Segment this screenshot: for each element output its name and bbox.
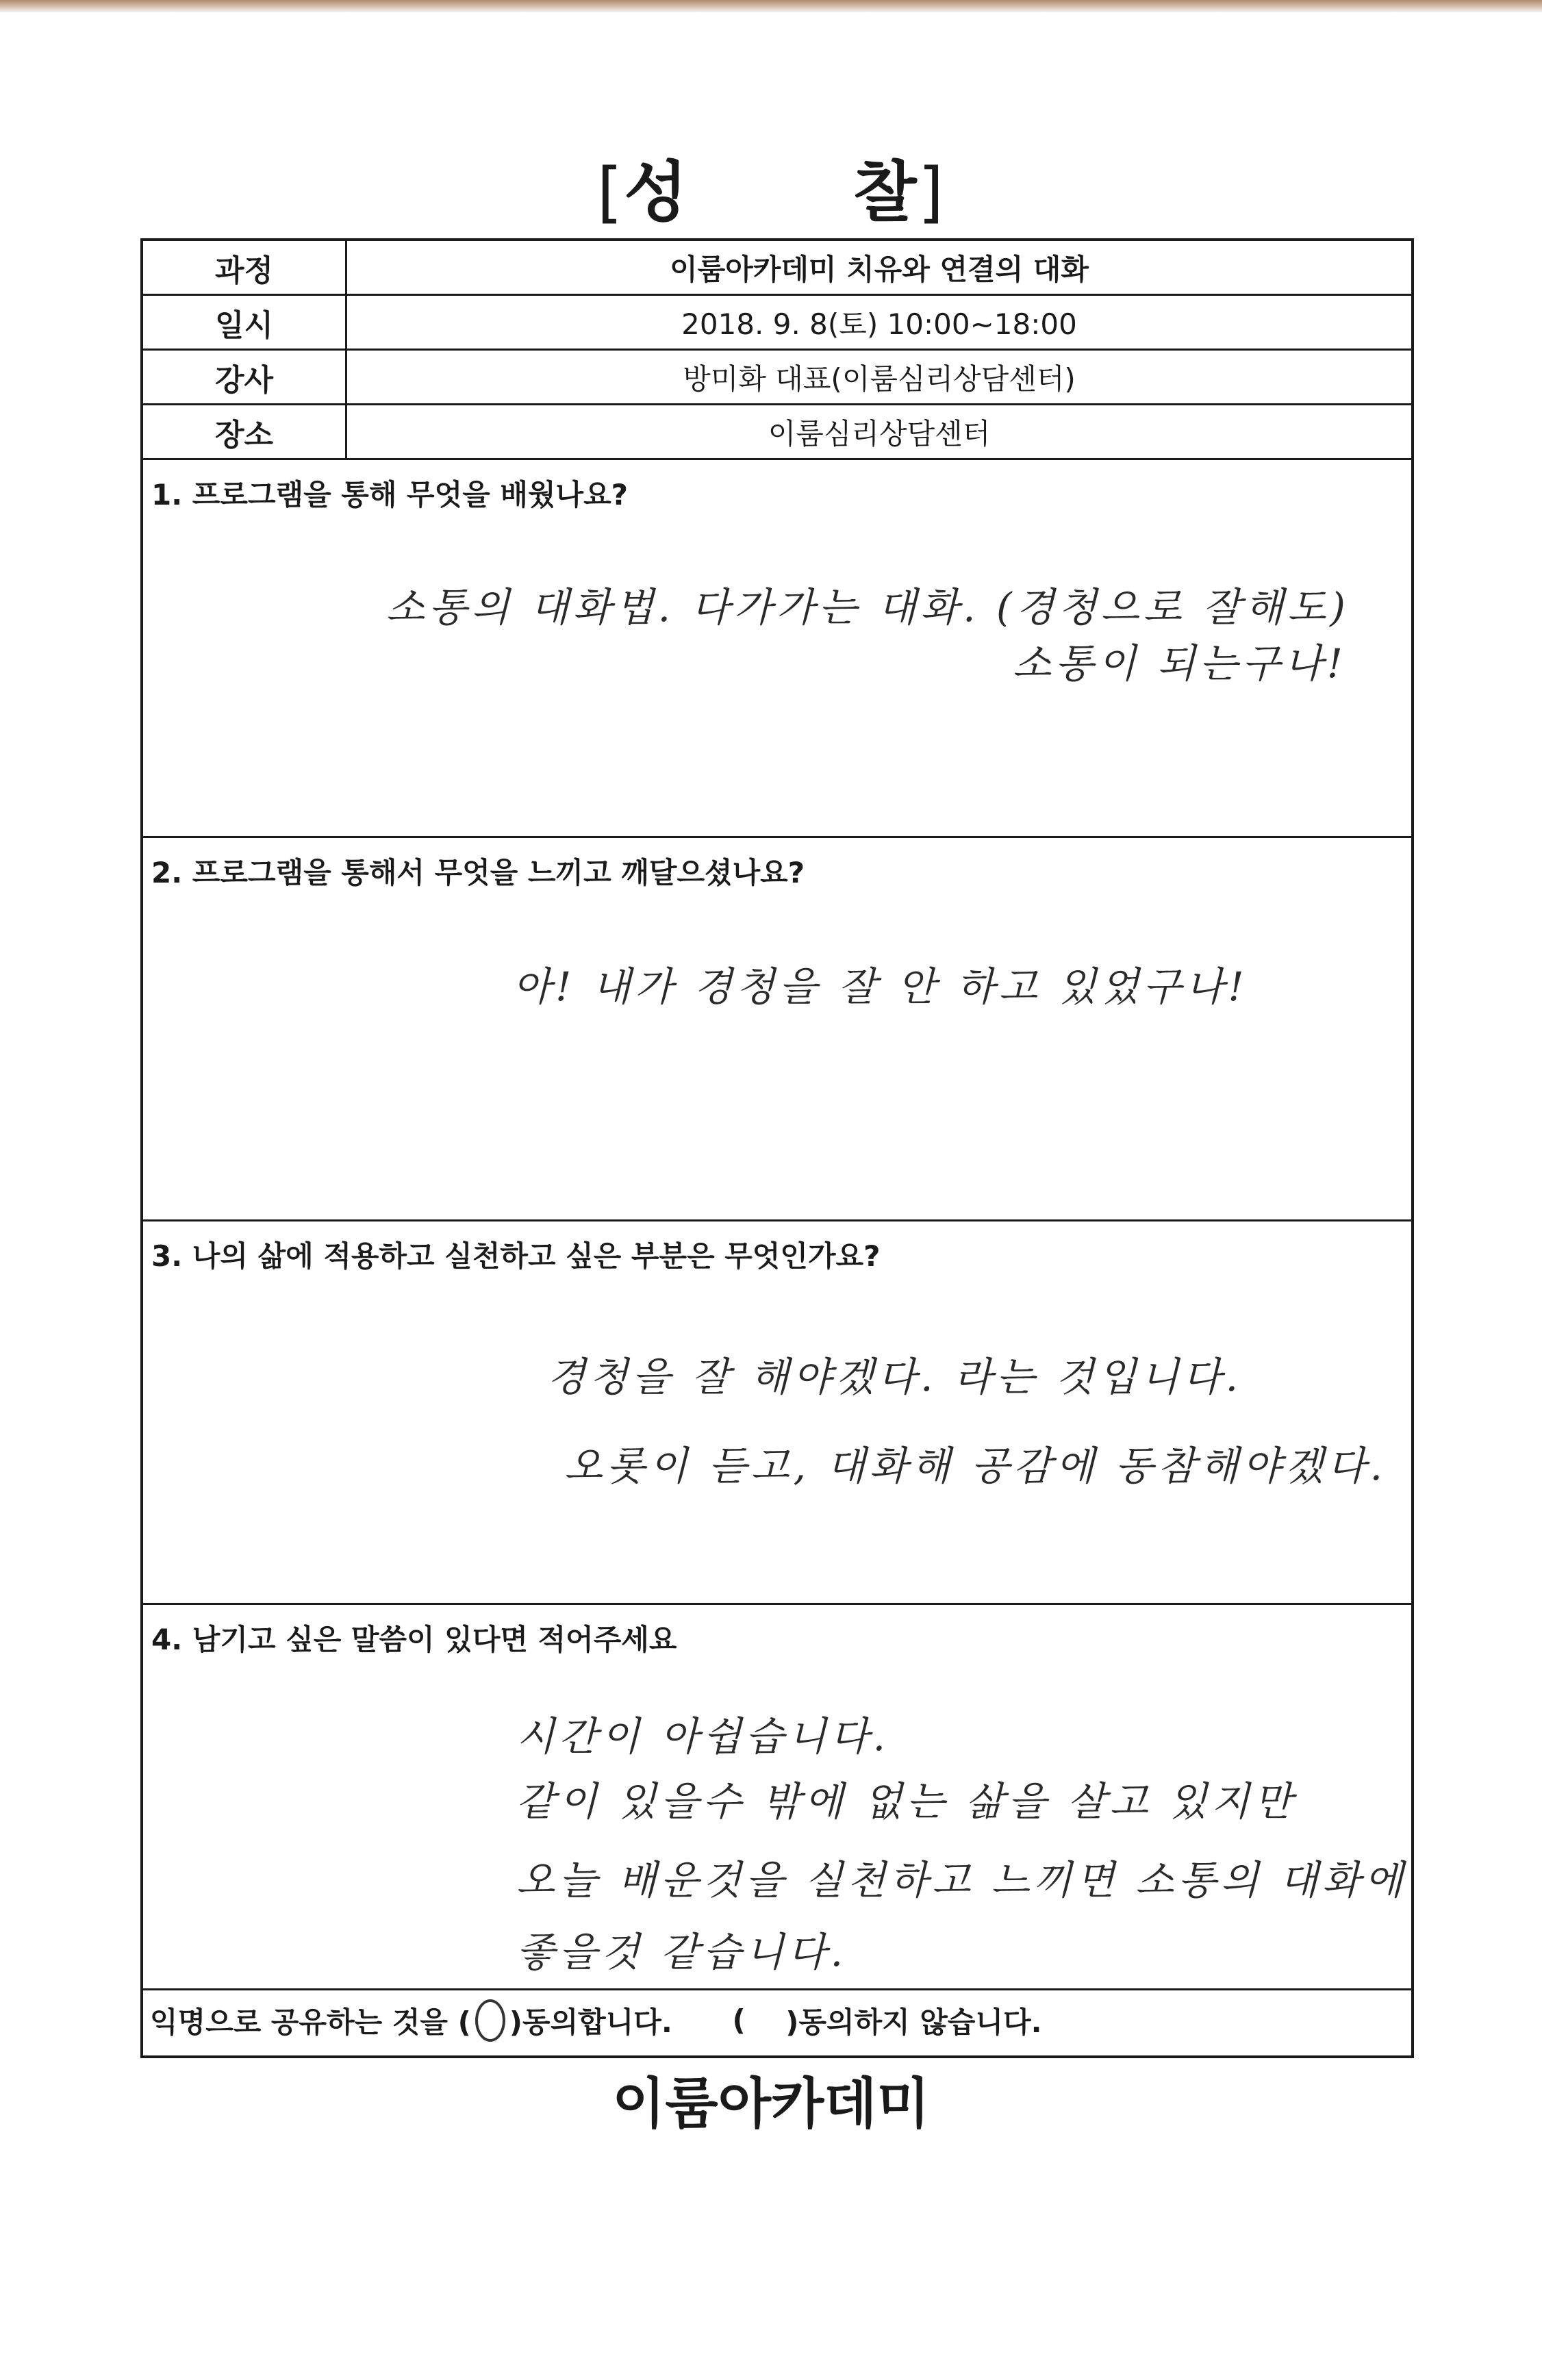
question-label: 3. 나의 삶에 적용하고 실천하고 싶은 부분은 무엇인가요?	[151, 1239, 881, 1273]
footer-organization: 이룸아카데미	[612, 2072, 930, 2136]
question-label: 2. 프로그램을 통해서 무엇을 느끼고 깨달으셨나요?	[151, 856, 805, 889]
paper-edge	[0, 0, 1542, 12]
info-value: 이룸심리상담센터	[768, 416, 991, 451]
info-row-course	[143, 241, 1411, 296]
consent-disagree-open[interactable]: (	[732, 2003, 746, 2037]
reflection-form	[140, 238, 1414, 2058]
title-char-2: 찰	[853, 154, 918, 231]
consent-agree-label: )동의합니다.	[509, 2005, 672, 2039]
handwritten-answer: 아! 내가 경청을 잘 안 하고 있었구나!	[513, 963, 1248, 1010]
info-row-date	[143, 296, 1411, 351]
title-bracket-close: ]	[918, 154, 946, 231]
info-label: 과정	[143, 241, 347, 294]
handwritten-answer: 좋을것 같습니다.	[516, 1929, 848, 1975]
info-label: 강사	[143, 351, 347, 403]
info-label: 장소	[143, 405, 347, 458]
agree-circle-mark[interactable]	[475, 1999, 505, 2042]
question-section-3	[143, 1221, 1411, 1605]
question-label: 4. 남기고 싶은 말씀이 있다면 적어주세요	[151, 1623, 677, 1656]
title-char-1: 성	[624, 154, 689, 231]
question-section-1	[143, 460, 1411, 838]
consent-prefix: 익명으로 공유하는 것을 (	[150, 2005, 471, 2039]
handwritten-answer: 같이 있을수 밖에 없는 삶을 살고 있지만	[516, 1778, 1297, 1825]
info-label: 일시	[143, 296, 347, 349]
question-label: 1. 프로그램을 통해 무엇을 배웠나요?	[151, 478, 629, 511]
info-row-instructor	[143, 351, 1411, 405]
consent-line	[143, 1985, 1411, 2055]
consent-disagree-label: )동의하지 않습니다.	[785, 2005, 1042, 2039]
question-section-2	[143, 838, 1411, 1221]
handwritten-answer: 경청을 잘 해야겠다. 라는 것입니다.	[547, 1354, 1243, 1400]
handwritten-answer: 오롯이 듣고, 대화해 공감에 동참해야겠다.	[564, 1443, 1387, 1489]
info-value: 방미화 대표(이룸심리상담센터)	[683, 362, 1076, 396]
question-section-4	[143, 1605, 1411, 1990]
handwritten-answer: 오늘 배운것을 실천하고 느끼면 소통의 대화에	[516, 1857, 1407, 1903]
title-bracket-open: [	[596, 154, 624, 231]
page-title	[0, 140, 1542, 234]
handwritten-answer: 소통의 대화법. 다가가는 대화. (경청으로 잘해도)	[386, 584, 1350, 631]
info-value: 이룸아카데미 치유와 연결의 대화	[670, 252, 1089, 286]
info-row-location	[143, 405, 1411, 460]
info-value: 2018. 9. 8(토) 10:00~18:00	[681, 307, 1077, 341]
handwritten-answer: 시간이 아쉽습니다.	[516, 1713, 890, 1760]
handwritten-answer: 소통이 되는구나!	[1013, 640, 1347, 687]
